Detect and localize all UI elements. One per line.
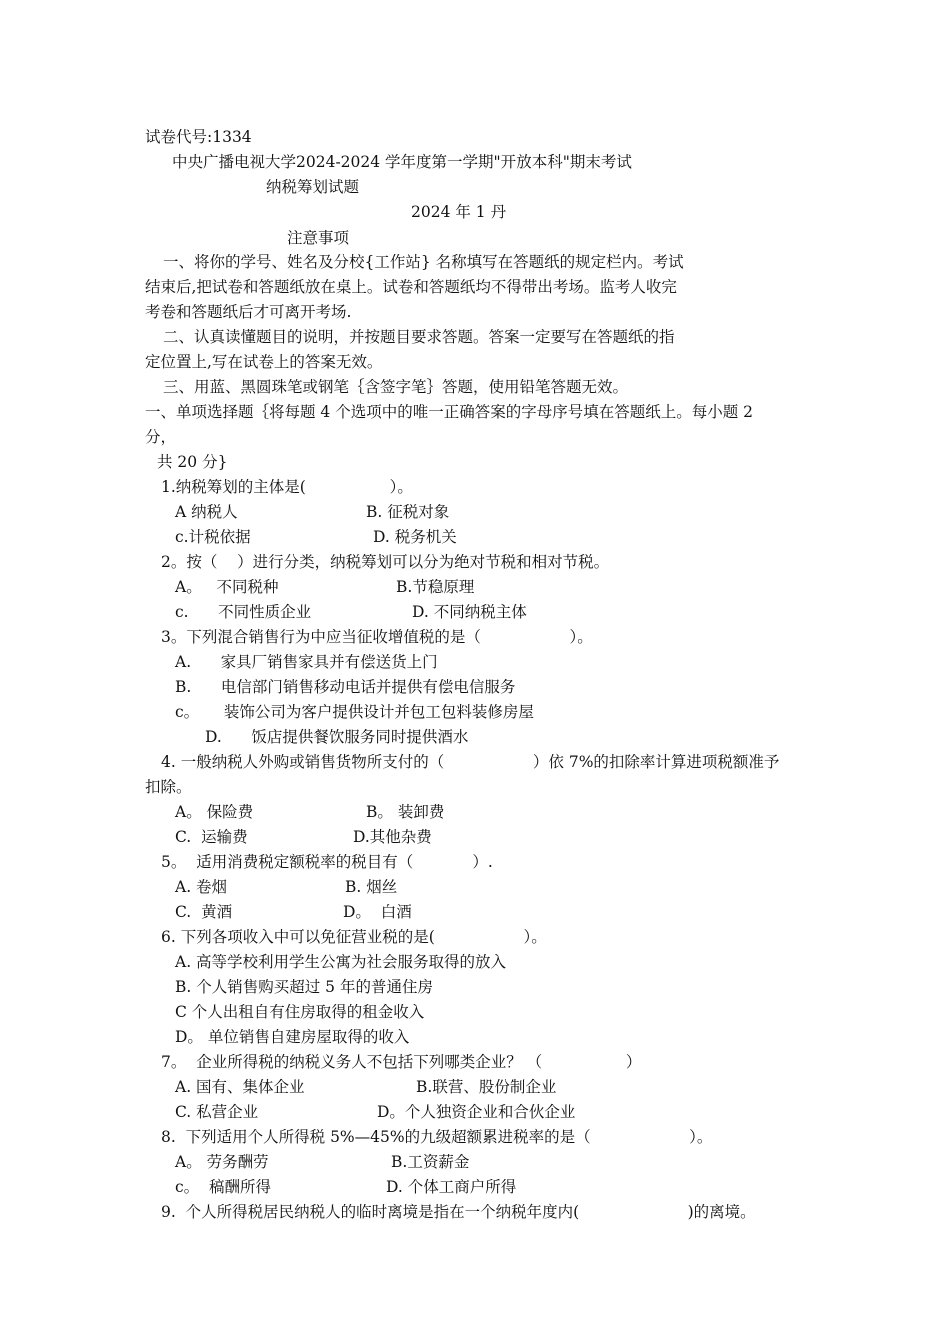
notice-item-1-line-3: 考卷和答题纸后才可离开考场. <box>145 303 352 321</box>
question-5-option-a: A. 卷烟 <box>175 878 228 896</box>
question-3-option-d: D. 饭店提供餐饮服务同时提供酒水 <box>205 728 469 746</box>
question-2-option-b: B.节稳原理 <box>396 578 475 596</box>
question-2-stem: 2。按（ ）进行分类，纳税筹划可以分为绝对节税和相对节税。 <box>161 553 610 571</box>
question-4-option-c: C. 运输费 <box>175 828 248 846</box>
question-5-stem: 5。 适用消费税定额税率的税目有（ ）. <box>161 853 493 871</box>
notice-item-3-line-1: 三、用蓝、黑圆珠笔或钢笔｛含签字笔｝答题，使用铅笔答题无效。 <box>163 378 629 396</box>
question-1-option-c: c.计税依据 <box>175 528 251 546</box>
question-7-option-d: D。个人独资企业和合伙企业 <box>377 1103 576 1121</box>
question-2-option-d: D. 不同纳税主体 <box>412 603 527 621</box>
question-4-stem-line-2: 扣除。 <box>145 778 192 796</box>
question-1-option-a: A 纳税人 <box>175 503 238 521</box>
question-1-option-d: D. 税务机关 <box>373 528 457 546</box>
notice-item-1-line-2: 结束后,把试卷和答题纸放在桌上。试卷和答题纸均不得带出考场。监考人收完 <box>145 278 677 296</box>
question-5-option-c: C. 黄酒 <box>175 903 233 921</box>
question-6-option-c: C 个人出租自有住房取得的租金收入 <box>175 1003 425 1021</box>
question-4-option-d: D.其他杂费 <box>353 828 432 846</box>
question-7-option-b: B.联营、股份制企业 <box>416 1078 557 1096</box>
question-2-option-a: A。 不同税种 <box>175 578 279 596</box>
question-8-stem: 8. 下列适用个人所得税 5%—45%的九级超额累进税率的是（ ）。 <box>161 1128 713 1146</box>
question-1-option-b: B. 征税对象 <box>366 503 450 521</box>
question-6-stem: 6. 下列各项收入中可以免征营业税的是( ）。 <box>161 928 547 946</box>
question-8-option-b: B.工资薪金 <box>391 1153 470 1171</box>
exam-subject: 纳税筹划试题 <box>266 178 360 196</box>
question-1-stem: 1.纳税筹划的主体是( ）。 <box>161 478 413 496</box>
question-6-option-a: A. 高等学校利用学生公寓为社会服务取得的放入 <box>175 953 507 971</box>
question-7-option-c: C. 私营企业 <box>175 1103 259 1121</box>
question-8-option-d: D. 个体工商户所得 <box>386 1178 517 1196</box>
question-4-option-b: B。 装卸费 <box>366 803 445 821</box>
notice-item-2-line-1: 二、认真读懂题目的说明，并按题目要求答题。答案一定要写在答题纸的指 <box>163 328 675 346</box>
question-5-option-d: D。 白酒 <box>343 903 412 921</box>
university-line: 中央广播电视大学2024-2024 学年度第一学期"开放本科"期末考试 <box>172 153 632 171</box>
question-7-option-a: A. 国有、集体企业 <box>175 1078 305 1096</box>
question-4-stem-line-1: 4. 一般纳税人外购或销售货物所支付的（ ）依 7%的扣除率计算进项税额准予 <box>161 753 780 771</box>
section-title-line-2: 分， <box>145 428 177 446</box>
question-2-option-c: c. 不同性质企业 <box>175 603 312 621</box>
question-3-stem: 3。下列混合销售行为中应当征收增值税的是（ ）。 <box>161 628 593 646</box>
question-7-stem: 7。 企业所得税的纳税义务人不包括下列哪类企业？ （ ） <box>161 1053 642 1071</box>
paper-code: 试卷代号:1334 <box>145 128 252 146</box>
question-9-stem: 9. 个人所得税居民纳税人的临时离境是指在一个纳税年度内( )的离境。 <box>161 1203 756 1221</box>
section-title-line-3: 共 20 分} <box>157 453 228 471</box>
question-3-option-c: c。 装饰公司为客户提供设计并包工包料装修房屋 <box>175 703 534 721</box>
section-title-line-1: 一、单项选择题｛将每题 4 个选项中的唯一正确答案的字母序号填在答题纸上。每小题 2 <box>145 403 754 421</box>
notice-title: 注意事项 <box>287 229 350 247</box>
question-8-option-a: A。 劳务酬劳 <box>175 1153 269 1171</box>
question-6-option-d: D。 单位销售自建房屋取得的收入 <box>175 1028 410 1046</box>
question-3-option-a: A. 家具厂销售家具并有偿送货上门 <box>175 653 438 671</box>
question-8-option-c: c。 稿酬所得 <box>175 1178 272 1196</box>
question-3-option-b: B. 电信部门销售移动电话并提供有偿电信服务 <box>175 678 516 696</box>
question-4-option-a: A。 保险费 <box>175 803 254 821</box>
exam-date: 2024 年 1 丹 <box>411 203 507 221</box>
notice-item-1-line-1: 一、将你的学号、姓名及分校{工作站} 名称填写在答题纸的规定栏内。考试 <box>163 253 684 271</box>
question-5-option-b: B. 烟丝 <box>345 878 398 896</box>
notice-item-2-line-2: 定位置上,写在试卷上的答案无效。 <box>145 353 383 371</box>
question-6-option-b: B. 个人销售购买超过 5 年的普通住房 <box>175 978 433 996</box>
